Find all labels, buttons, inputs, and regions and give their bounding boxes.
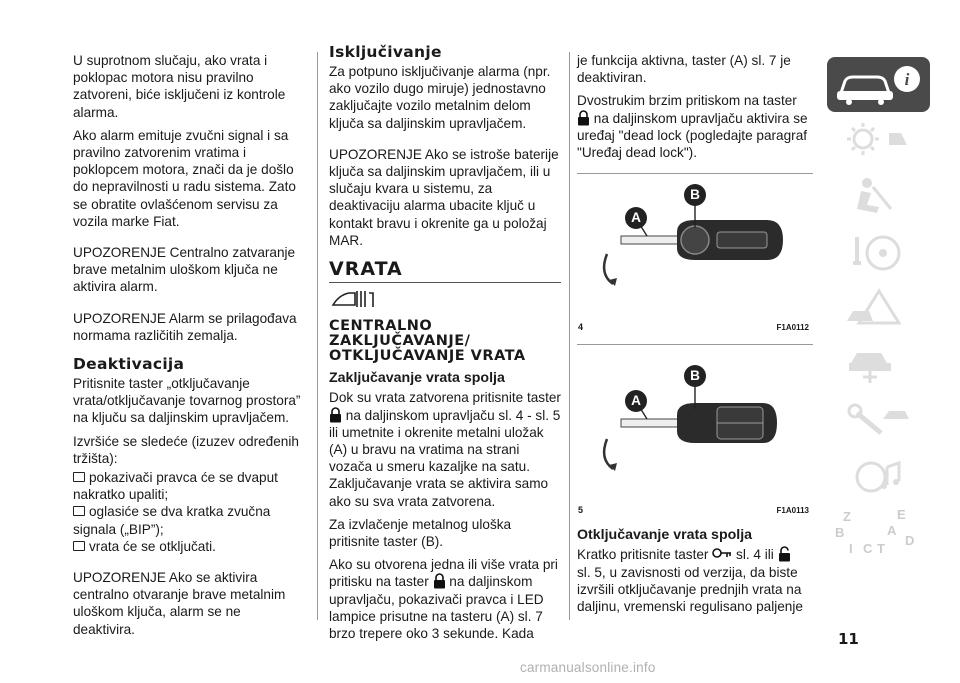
warning-triangle-car-icon xyxy=(827,281,930,336)
warning-paragraph: UPOZORENJE Ako se istroše baterije ključa sa daljinskim upravljačem, ili u slučaju kvara u sistemu, za deaktivaciju alarma ubacite ključ u kontakt bravu i okrenite ga u položaj MAR. xyxy=(329,146,559,248)
svg-text:i: i xyxy=(904,70,910,89)
column-divider xyxy=(317,52,318,620)
callout-b: B xyxy=(684,365,706,387)
index-letter: T xyxy=(877,541,885,556)
list-item: pokazivači pravca će se dvaput nakratko upaliti; xyxy=(73,470,278,503)
paragraph: Dok su vrata zatvorena pritisnite taster na daljinskom upravljaču sl. 4 - sl. 5 ili umetnite i okrenite metalni uložak (A) u bravu na vratima na strani vozača u smeru kazaljke na satu. Zaključavanje vrata se aktivira samo ako su sva vrata zatvorena. xyxy=(329,390,561,509)
lock-icon xyxy=(433,573,446,589)
warning-paragraph: UPOZORENJE Centralno zatvaranje brave metalnim uloškom ključa ne aktivira alarm. xyxy=(73,245,296,295)
section-heading-iskljucivanje: Isključivanje xyxy=(329,43,442,61)
paragraph: U suprotnom slučaju, ako vrata i poklopac motora nisu pravilno zatvoreni, biće isključeni iz kontrole alarma. xyxy=(73,53,286,120)
figure-code: F1A0113 xyxy=(776,506,809,516)
index-letter: B xyxy=(835,525,845,540)
warning-paragraph: UPOZORENJE Ako se aktivira centralno otvaranje brave metalnim uloškom ključa, alarm se ne deaktivira. xyxy=(73,570,286,637)
paragraph: Izvršiće se sledeće (izuzev određenih tržišta): xyxy=(73,433,299,466)
subheading-zakljucavanje: Zaključavanje vrata spolja xyxy=(329,370,505,387)
callout-b: B xyxy=(684,184,706,206)
car-lift-icon xyxy=(827,337,930,392)
figure-number: 5 xyxy=(578,505,584,516)
column-divider xyxy=(569,52,570,620)
column-1 xyxy=(73,52,305,644)
lock-icon xyxy=(577,110,590,126)
index-letter: Z xyxy=(843,509,851,524)
list-item: vrata će se otključati. xyxy=(73,538,305,555)
figure-key-fob-5 xyxy=(577,344,813,521)
checkbox-bullet-icon xyxy=(73,506,85,516)
paragraph: Ako alarm emituje zvučni signal i sa pravilno zatvorenim vratima i poklopcem motora, znači da je došlo do nepravilnosti u radu sistema. Zato se obratite ovlašćenom servisu za vozila marke Fiat. xyxy=(73,127,296,229)
callout-a: A xyxy=(625,390,647,412)
column-2 xyxy=(329,44,561,648)
page-number: 11 xyxy=(838,630,859,648)
section-heading-deaktivacija: Deaktivacija xyxy=(73,355,185,374)
index-letter: D xyxy=(905,533,915,548)
figure-key-fob-4 xyxy=(577,173,813,338)
dashboard-lights-icon xyxy=(827,113,930,168)
checkbox-bullet-icon xyxy=(73,541,85,551)
checkbox-bullet-icon xyxy=(73,472,85,482)
car-info-icon xyxy=(827,57,930,112)
figure-code: F1A0112 xyxy=(776,323,809,333)
sidebar-item-index[interactable] xyxy=(827,505,930,560)
door-icon xyxy=(329,287,561,311)
chapter-sidebar xyxy=(827,57,930,561)
index-letter: A xyxy=(887,523,897,538)
sidebar-item-dashboard[interactable] xyxy=(827,113,930,168)
callout-a: A xyxy=(625,207,647,229)
chapter-heading-vrata: VRATA xyxy=(329,261,561,283)
seat-airbag-icon xyxy=(827,169,930,224)
sidebar-item-service[interactable] xyxy=(827,393,930,448)
alphabet-index-icon xyxy=(827,505,930,560)
lock-icon xyxy=(329,407,342,423)
sidebar-item-multimedia[interactable] xyxy=(827,449,930,504)
index-letter: E xyxy=(897,507,906,522)
paragraph: Pritisnite taster „otključavanje vrata/otključavanje tovarnog prostora” na ključu sa daljinskim upravljačem. xyxy=(73,376,301,426)
paragraph: Kratko pritisnite taster sl. 4 ili sl. 5, u zavisnosti od verzija, da biste izvršili otključavanje prednjih vrata na daljinu, vremenski regulisano paljenje xyxy=(577,547,803,615)
unlock-key-icon xyxy=(712,547,732,559)
warning-paragraph: UPOZORENJE Alarm se prilagođava normama različitih zemalja. xyxy=(73,310,297,343)
index-letter: C xyxy=(863,541,873,556)
paragraph: Za potpuno isključivanje alarma (npr. ako vozilo dugo miruje) jednostavno zaključajte vozilo metalnim delom ključa sa daljinskim upravljačem. xyxy=(329,64,551,131)
subheading-otkljucavanje: Otključavanje vrata spolja xyxy=(577,527,753,544)
steering-key-icon xyxy=(827,225,930,280)
sidebar-item-warnings[interactable] xyxy=(827,281,930,336)
index-letter: I xyxy=(849,541,853,556)
paragraph: Za izvlačenje metalnog uloška pritisnite taster (B). xyxy=(329,516,512,550)
watermark: carmanualsonline.info xyxy=(520,660,656,675)
sidebar-item-car-info[interactable] xyxy=(827,57,930,112)
sidebar-item-safety[interactable] xyxy=(827,169,930,224)
wrench-car-icon xyxy=(827,393,930,448)
sidebar-item-starting[interactable] xyxy=(827,225,930,280)
figure-number: 4 xyxy=(578,322,584,333)
unlock-icon xyxy=(778,546,791,562)
paragraph: Ako su otvorena jedna ili više vrata pri pritisku na taster na daljinskom upravljaču, pokazivači pravca i LED lampice prisutne na tasteru (A) sl. 7 brzo trepere oko 3 sekunde. Kada xyxy=(329,557,558,642)
paragraph: Dvostrukim brzim pritiskom na taster na daljinskom upravljaču aktivira se uređaj "dead lock (pogledajte paragraf "Uređaj dead lock"). xyxy=(577,93,808,161)
paragraph: je funkcija aktivna, taster (A) sl. 7 je deaktiviran. xyxy=(577,53,791,86)
sidebar-item-emergency[interactable] xyxy=(827,337,930,392)
section-heading-centralno: CENTRALNO ZAKLJUČAVANJE/ OTKLJUČAVANJE VRATA xyxy=(329,318,526,365)
list-item: oglasiće se dva kratka zvučna signala („BIP”); xyxy=(73,504,271,537)
column-3 xyxy=(577,52,813,621)
multimedia-icon xyxy=(827,449,930,504)
